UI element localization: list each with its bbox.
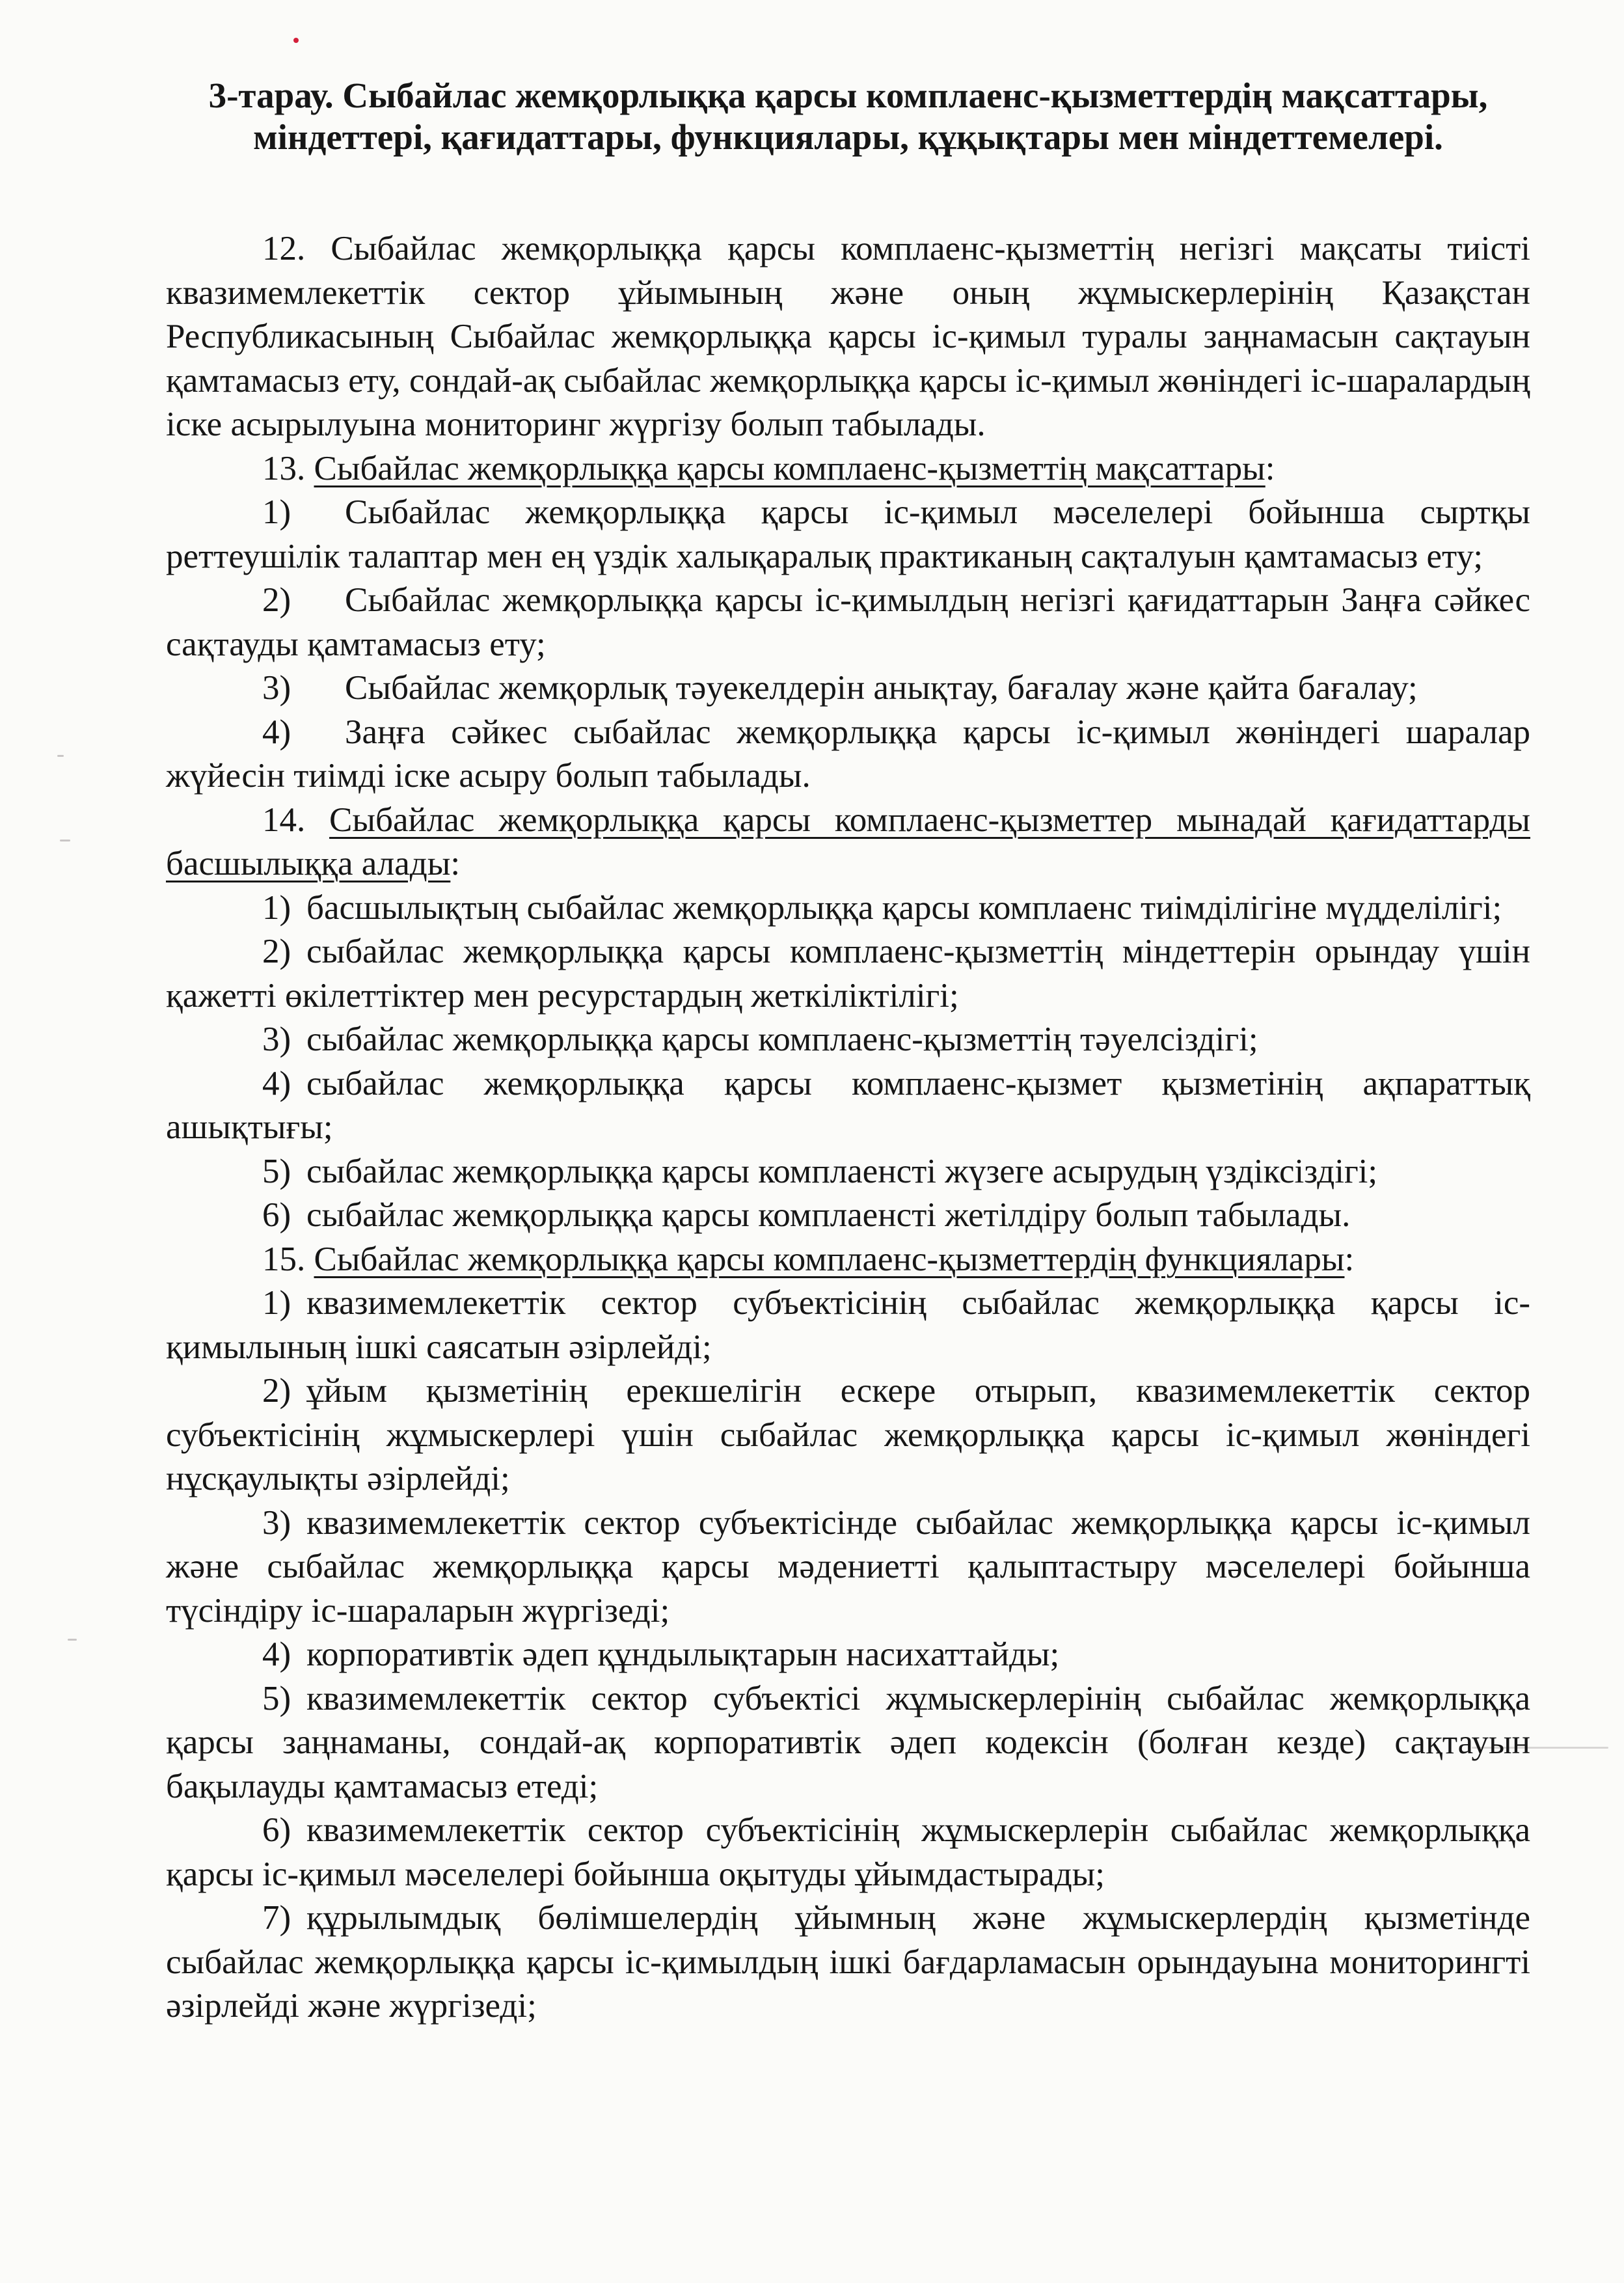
list-text: басшылықтың сыбайлас жемқорлыққа қарсы комплаенс тиімділігіне мүдделілігі;	[306, 888, 1502, 927]
margin-mark	[57, 755, 64, 757]
paragraph-number: 14.	[262, 800, 330, 839]
heading-suffix: :	[450, 845, 461, 882]
list-text: Сыбайлас жемқорлыққа қарсы іс-қимыл мәселелері бойынша сыртқы реттеушілік талаптар мен ең үздік халықаралық практиканың сақталуын қамтамасыз ету;	[166, 493, 1530, 575]
list-label: 3)	[262, 669, 291, 707]
list-label: 2)	[262, 581, 291, 619]
paragraph-12: 12. Сыбайлас жемқорлыққа қарсы комплаенс-қызметтің негізгі мақсаты тиісті квазимемлекеттік сектор ұйымының және оның жұмыскерлерінің Қазақстан Республикасының Сыбайлас жемқорлыққа қарсы іс-қимыл туралы заңнамасын сақтауын қамтамасыз ету, сондай-ақ сыбайлас жемқорлыққа қарсы іс-қимыл жөніндегі іс-шаралардың іске асырылуына мониторинг жүргізу болып табылады.	[166, 230, 1530, 443]
list-text: Заңға сәйкес сыбайлас жемқорлыққа қарсы іс-қимыл жөніндегі шаралар жүйесін тиімді іске асыру болып табылады.	[166, 713, 1530, 795]
list-label: 4)	[262, 713, 291, 751]
list-item	[166, 930, 1530, 1018]
list-text: квазимемлекеттік сектор субъектісінің сыбайлас жемқорлыққа қарсы іс-қимылының ішкі саясатын әзірлейді;	[166, 1284, 1530, 1366]
list-label: 1)	[262, 888, 291, 927]
paragraph-14-heading	[166, 799, 1530, 886]
list-text: сыбайлас жемқорлыққа қарсы комплаенсті жүзеге асырудың үздіксіздігі;	[306, 1152, 1378, 1190]
list-label: 5)	[262, 1152, 291, 1190]
paragraph-number: 15.	[262, 1240, 314, 1278]
list-item	[166, 1369, 1530, 1501]
list-text: квазимемлекеттік сектор субъектісінің жұмыскерлерін сыбайлас жемқорлыққа қарсы іс-қимыл мәселелері бойынша оқытуды ұйымдастырады;	[166, 1811, 1530, 1893]
list-item	[166, 491, 1530, 579]
list-label: 2)	[262, 933, 291, 970]
list-item	[166, 1633, 1530, 1677]
list-text: Сыбайлас жемқорлыққа қарсы іс-қимылдың негізгі қағидаттарын Заңға сәйкес сақтауды қамтамасыз ету;	[166, 581, 1530, 663]
paragraph-15-heading	[166, 1238, 1530, 1282]
list-label: 5)	[262, 1679, 291, 1717]
list-label: 1)	[262, 493, 291, 531]
list-item	[166, 579, 1530, 666]
list-text: Сыбайлас жемқорлық тәуекелдерін анықтау, бағалау және қайта бағалау;	[345, 669, 1418, 707]
list-label: 2)	[262, 1372, 291, 1410]
list-item	[166, 1501, 1530, 1634]
list-item	[166, 1809, 1530, 1896]
list-text: корпоративтік әдеп құндылықтарын насихаттайды;	[306, 1635, 1060, 1673]
list-text: сыбайлас жемқорлыққа қарсы комплаенс-қызмет қызметінің ақпараттық ашықтығы;	[166, 1064, 1530, 1146]
list-item	[166, 886, 1530, 931]
list-text: квазимемлекеттік сектор субъектісінде сыбайлас жемқорлыққа қарсы іс-қимыл және сыбайлас жемқорлыққа қарсы мәдениетті қалыптастыру мәселелері бойынша түсіндіру іс-шараларын жүргізеді;	[166, 1503, 1530, 1630]
section-heading: Сыбайлас жемқорлыққа қарсы комплаенс-қызметтің мақсаттары	[314, 449, 1265, 487]
paragraph-13-heading	[166, 447, 1530, 491]
section-heading: Сыбайлас жемқорлыққа қарсы комплаенс-қызметтер мынадай қағидаттарды басшылыққа алады	[166, 800, 1531, 882]
paragraph-number: 13.	[262, 449, 314, 487]
list-text: квазимемлекеттік сектор субъектісі жұмыскерлерінің сыбайлас жемқорлыққа қарсы заңнаманы, сондай-ақ корпоративтік әдеп кодексін (болған кезде) сақтауын бақылауды қамтамасыз етеді;	[166, 1679, 1530, 1805]
list-item	[166, 1150, 1530, 1194]
heading-suffix: :	[1265, 449, 1275, 487]
list-label: 3)	[262, 1503, 291, 1542]
list-text: сыбайлас жемқорлыққа қарсы комплаенсті жетілдіру болып табылады.	[306, 1196, 1351, 1234]
list-label: 3)	[262, 1020, 291, 1058]
list-text: сыбайлас жемқорлыққа қарсы комплаенс-қызметтің тәуелсіздігі;	[306, 1020, 1258, 1058]
list-item	[166, 1677, 1530, 1809]
list-item	[166, 1194, 1530, 1238]
list-label: 4)	[262, 1064, 291, 1102]
list-text: ұйым қызметінің ерекшелігін ескере отырып, квазимемлекеттік сектор субъектісінің жұмыскерлері үшін сыбайлас жемқорлыққа қарсы іс-қимыл жөніндегі нұсқаулықты әзірлейді;	[166, 1372, 1530, 1497]
section-heading: Сыбайлас жемқорлыққа қарсы комплаенс-қызметтердің функциялары	[314, 1240, 1345, 1278]
document-body	[166, 227, 1530, 2029]
margin-mark	[60, 840, 70, 841]
chapter-title: 3-тарау. Сыбайлас жемқорлыққа қарсы комплаенс-қызметтердің мақсаттары, міндеттері, қағидаттары, функциялары, құқықтары мен міндеттемелері.	[208, 75, 1488, 157]
list-text: құрылымдық бөлімшелердің ұйымның және жұмыскерлердің қызметінде сыбайлас жемқорлыққа қарсы іс-қимылдың ішкі бағдарламасын орындауына мониторингті әзірлейді және жүргізеді;	[166, 1899, 1530, 2025]
list-label: 4)	[262, 1635, 291, 1673]
list-text: сыбайлас жемқорлыққа қарсы комплаенс-қызметтің міндеттерін орындау үшін қажетті өкілеттіктер мен ресурстардың жеткіліктілігі;	[166, 933, 1530, 1015]
red-dot-mark	[293, 38, 299, 43]
heading-suffix: :	[1344, 1240, 1355, 1278]
list-item	[166, 1018, 1530, 1062]
list-item	[166, 1896, 1530, 2029]
list-label: 7)	[262, 1899, 291, 1937]
list-item	[166, 1281, 1530, 1369]
list-item	[166, 1062, 1530, 1150]
list-label: 6)	[262, 1196, 291, 1234]
list-label: 6)	[262, 1811, 291, 1849]
margin-mark	[68, 1639, 77, 1641]
document-content	[166, 75, 1530, 2029]
list-item	[166, 711, 1530, 799]
list-item	[166, 666, 1530, 711]
list-label: 1)	[262, 1284, 291, 1322]
